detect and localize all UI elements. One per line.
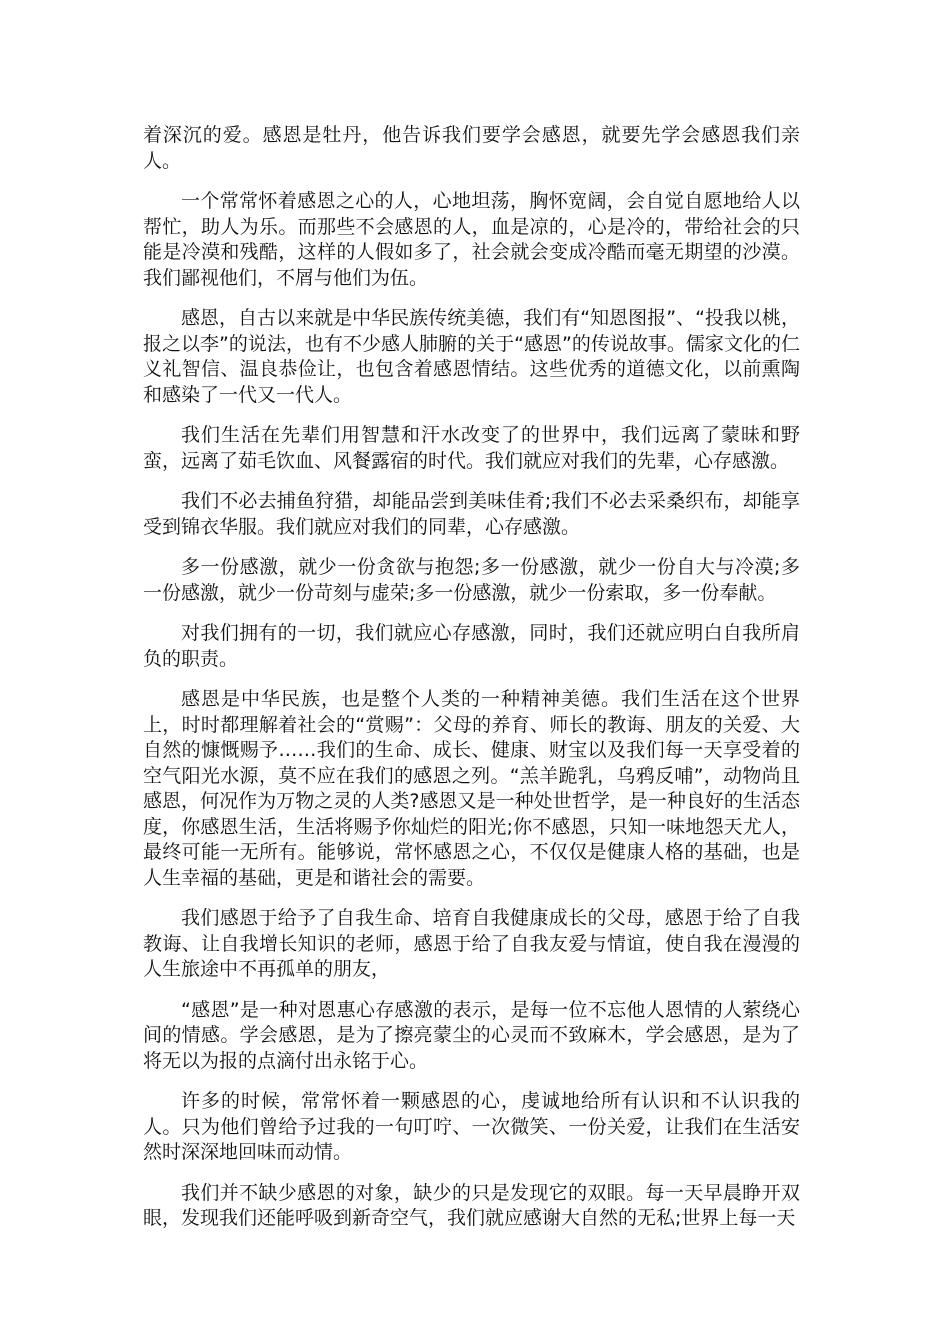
- paragraph: 我们并不缺少感恩的对象，缺少的只是发现它的双眼。每一天早晨睁开双眼，发现我们还能呼吸到新奇空气，我们就应感谢大自然的无私;世界上每一天: [143, 1181, 800, 1229]
- paragraph: 许多的时候，常常怀着一颗感恩的心，虔诚地给所有认识和不认识我的人。只为他们曾给予过我的一句叮咛、一次微笑、一份关爱，让我们在生活安然时深深地回味而动情。: [143, 1090, 800, 1163]
- paragraph: “感恩”是一种对恩惠心存感激的表示，是每一位不忘他人恩情的人萦绕心间的情感。学会感恩，是为了擦亮蒙尘的心灵而不致麻木，学会感恩，是为了将无以为报的点滴付出永铭于心。: [143, 998, 800, 1072]
- paragraph: 对我们拥有的一切，我们就应心存感激，同时，我们还就应明白自我所肩负的职责。: [143, 622, 800, 670]
- paragraph: 我们生活在先辈们用智慧和汗水改变了的世界中，我们远离了蒙昧和野蛮，远离了茹毛饮血、风餐露宿的时代。我们就应对我们的先辈，心存感激。: [143, 424, 800, 472]
- paragraph: 我们不必去捕鱼狩猎，却能品尝到美味佳肴;我们不必去采桑织布，却能享受到锦衣华服。我们就应对我们的同辈，心存感激。: [143, 490, 800, 538]
- paragraph: 多一份感激，就少一份贪欲与抱怨;多一份感激，就少一份自大与冷漠;多一份感激，就少一份苛刻与虚荣;多一份感激，就少一份索取，多一份奉献。: [143, 556, 800, 604]
- document-page: [143, 123, 800, 1247]
- paragraph-continuation: 着深沉的爱。感恩是牡丹，他告诉我们要学会感恩，就要先学会感恩我们亲人。: [143, 124, 800, 172]
- paragraph: 感恩，自古以来就是中华民族传统美德，我们有“知恩图报”、“投我以桃，报之以李”的说法，也有不少感人肺腑的关于“感恩”的传说故事。儒家文化的仁义礼智信、温良恭俭让，也包含着感恩情结。这些优秀的道德文化，以前熏陶和感染了一代又一代人。: [143, 307, 800, 406]
- paragraph: 一个常常怀着感恩之心的人，心地坦荡，胸怀宽阔，会自觉自愿地给人以帮忙，助人为乐。而那些不会感恩的人，血是凉的，心是冷的，带给社会的只能是冷漠和残酷，这样的人假如多了，社会就会变成冷酷而毫无期望的沙漠。我们鄙视他们，不屑与他们为伍。: [143, 190, 800, 289]
- paragraph: 感恩是中华民族，也是整个人类的一种精神美德。我们生活在这个世界上，时时都理解着社会的“赏赐”：父母的养育、师长的教诲、朋友的关爱、大自然的慷慨赐予……我们的生命、成长、健康、财宝以及我们每一天享受着的空气阳光水源，莫不应在我们的感恩之列。“羔羊跪乳，乌鸦反哺”，动物尚且感恩，何况作为万物之灵的人类?感恩又是一种处世哲学，是一种良好的生活态度，你感恩生活，生活将赐予你灿烂的阳光;你不感恩，只知一味地怨天尤人，最终可能一无所有。能够说，常怀感恩之心，不仅仅是健康人格的基础，也是人生幸福的基础，更是和谐社会的需要。: [143, 688, 800, 889]
- paragraph: 我们感恩于给予了自我生命、培育自我健康成长的父母，感恩于给了自我教诲、让自我增长知识的老师，感恩于给了自我友爱与情谊，使自我在漫漫的人生旅途中不再孤单的朋友，: [143, 907, 800, 980]
